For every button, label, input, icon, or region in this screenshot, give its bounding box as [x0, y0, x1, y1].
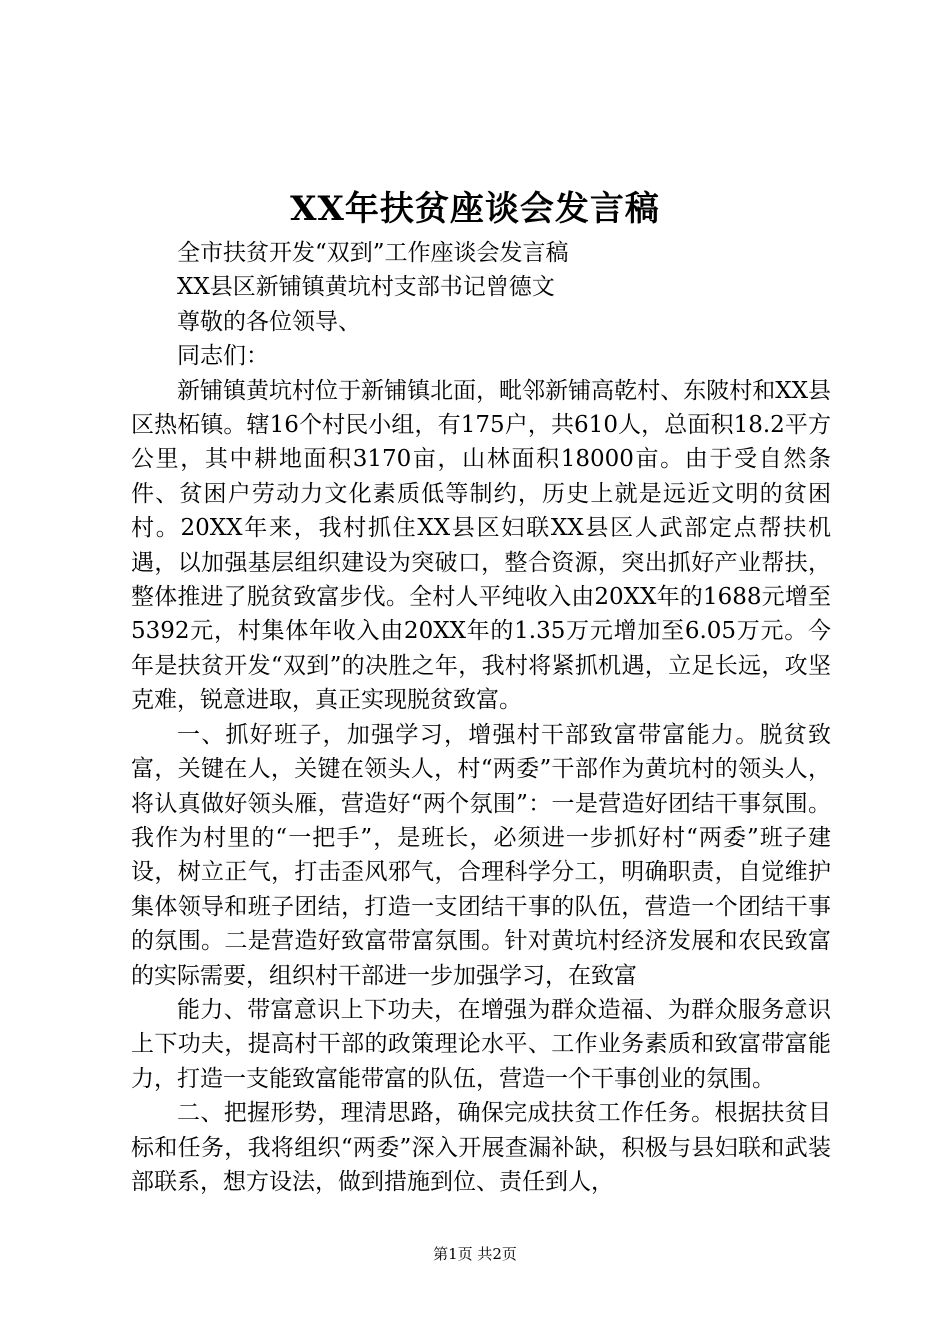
- document-body: [131, 236, 831, 1199]
- paragraph-salutation-2: 同志们：: [177, 343, 269, 370]
- paragraph-salutation-1: 尊敬的各位领导、: [177, 308, 361, 335]
- paragraph-section-one: 一、抓好班子，加强学习，增强村干部致富带富能力。脱贫致富，关键在人，关键在领头人，村“两委”干部作为黄坑村的领头人，将认真做好领头雁，营造好“两个氛围”：一是营造好团结干事氛围。我作为村里的“一把手”，是班长，必须进一步抓好村“两委”班子建设，树立正气，打击歪风邪气，合理科学分工，明确职责，自觉维护集体领导和班子团结，打造一支团结干事的队伍，营造一个团结干事的氛围。二是营造好致富带富氛围。针对黄坑村经济发展和农民致富的实际需要，组织村干部进一步加强学习，在致富: [131, 721, 831, 989]
- paragraph-section-one-continued: 能力、带富意识上下功夫，在增强为群众造福、为群众服务意识上下功夫，提高村干部的政策理论水平、工作业务素质和致富带富能力，打造一支能致富能带富的队伍，营造一个干事创业的氛围。: [131, 996, 831, 1092]
- page-number-footer: 第1页 共2页: [433, 1245, 517, 1263]
- paragraph-section-two: 二、把握形势，理清思路，确保完成扶贫工作任务。根据扶贫目标和任务，我将组织“两委”深入开展查漏补缺，积极与县妇联和武装部联系，想方设法，做到措施到位、责任到人，: [131, 1100, 831, 1195]
- document-title: XX年扶贫座谈会发言稿: [290, 189, 660, 229]
- paragraph-meeting-name: 全市扶贫开发“双到”工作座谈会发言稿: [177, 240, 569, 266]
- paragraph-village-overview: 新铺镇黄坑村位于新铺镇北面，毗邻新铺高乾村、东陂村和XX县区热柘镇。辖16个村民小组，有175户，共610人，总面积18.2平方公里，其中耕地面积3170亩，山林面积18000亩。由于受自然条件、贫困户劳动力文化素质低等制约，历史上就是远近文明的贫困村。20XX年来，我村抓住XX县区妇联XX县区人武部定点帮扶机遇，以加强基层组织建设为突破口，整合资源，突出抓好产业帮扶，整体推进了脱贫致富步伐。全村人平纯收入由20XX年的1688元增至5392元，村集体年收入由20XX年的1.35万元增加至6.05万元。今年是扶贫开发“双到”的决胜之年，我村将紧抓机遇，立足长远，攻坚克难，锐意进取，真正实现脱贫致富。: [131, 377, 831, 714]
- paragraph-speaker: XX县区新铺镇黄坑村支部书记曾德文: [177, 274, 555, 301]
